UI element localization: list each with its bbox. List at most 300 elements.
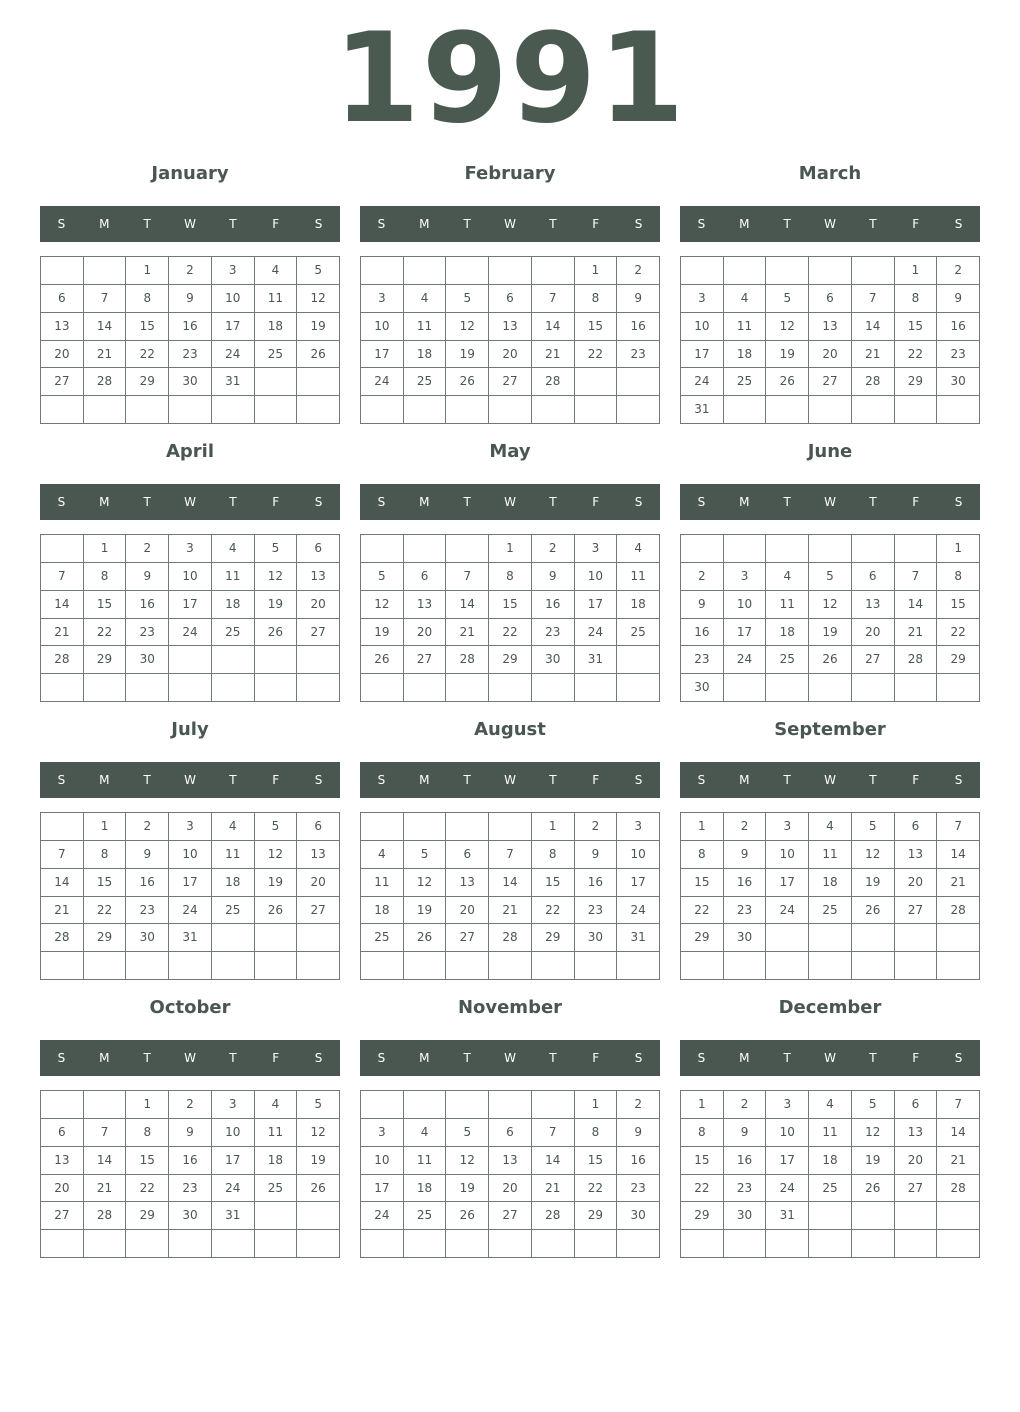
weekday-header bbox=[680, 206, 980, 242]
day-cell: 13 bbox=[809, 313, 852, 341]
day-cell: 20 bbox=[41, 1175, 84, 1203]
weekday-label: T bbox=[143, 495, 151, 509]
day-cell bbox=[724, 396, 767, 424]
day-cell: 16 bbox=[617, 313, 660, 341]
day-cell: 29 bbox=[895, 368, 938, 396]
day-cell: 7 bbox=[852, 285, 895, 313]
weekday-label: T bbox=[549, 1051, 557, 1065]
weekday-label: S bbox=[314, 217, 323, 231]
day-cell: 9 bbox=[126, 841, 169, 869]
day-cell: 30 bbox=[724, 924, 767, 952]
day-cell: 8 bbox=[681, 841, 724, 869]
day-cell: 17 bbox=[766, 869, 809, 897]
day-cell bbox=[895, 952, 938, 980]
day-cell: 28 bbox=[852, 368, 895, 396]
day-cell bbox=[446, 1230, 489, 1258]
weekday-label: M bbox=[99, 217, 110, 231]
day-cell: 21 bbox=[532, 1175, 575, 1203]
day-cell: 9 bbox=[169, 285, 212, 313]
day-cell: 30 bbox=[126, 924, 169, 952]
day-cell: 20 bbox=[852, 619, 895, 647]
day-cell bbox=[297, 396, 340, 424]
day-cell: 26 bbox=[255, 897, 298, 925]
day-cell: 11 bbox=[617, 563, 660, 591]
day-cell: 12 bbox=[809, 591, 852, 619]
day-cell: 11 bbox=[404, 1147, 447, 1175]
weekday-label: S bbox=[697, 217, 706, 231]
day-cell bbox=[895, 396, 938, 424]
day-cell bbox=[297, 674, 340, 702]
day-cell: 15 bbox=[84, 869, 127, 897]
day-cell bbox=[126, 674, 169, 702]
day-cell: 24 bbox=[766, 1175, 809, 1203]
day-cell: 29 bbox=[575, 1202, 618, 1230]
day-grid bbox=[680, 534, 980, 702]
day-cell: 11 bbox=[809, 1119, 852, 1147]
day-cell: 24 bbox=[617, 897, 660, 925]
weekday-label: S bbox=[314, 1051, 323, 1065]
day-cell bbox=[84, 674, 127, 702]
day-cell: 28 bbox=[489, 924, 532, 952]
day-cell: 16 bbox=[532, 591, 575, 619]
month-title: November bbox=[457, 997, 563, 1018]
day-cell: 2 bbox=[575, 813, 618, 841]
day-cell: 7 bbox=[84, 285, 127, 313]
day-cell: 13 bbox=[489, 313, 532, 341]
day-cell bbox=[169, 396, 212, 424]
day-cell: 19 bbox=[446, 1175, 489, 1203]
day-cell: 6 bbox=[809, 285, 852, 313]
day-cell bbox=[404, 1230, 447, 1258]
day-cell: 4 bbox=[361, 841, 404, 869]
day-cell: 16 bbox=[617, 1147, 660, 1175]
day-cell: 31 bbox=[766, 1202, 809, 1230]
weekday-label: F bbox=[912, 773, 920, 787]
day-cell: 23 bbox=[169, 341, 212, 369]
day-grid bbox=[360, 256, 660, 424]
day-cell: 28 bbox=[532, 1202, 575, 1230]
day-cell: 18 bbox=[212, 591, 255, 619]
day-cell bbox=[724, 952, 767, 980]
day-cell bbox=[41, 1230, 84, 1258]
day-cell: 22 bbox=[575, 1175, 618, 1203]
weekday-label: W bbox=[824, 217, 836, 231]
day-cell: 10 bbox=[724, 591, 767, 619]
day-cell bbox=[255, 1230, 298, 1258]
day-cell bbox=[126, 952, 169, 980]
weekday-header bbox=[360, 762, 660, 798]
day-cell bbox=[404, 813, 447, 841]
day-cell bbox=[852, 1230, 895, 1258]
day-cell bbox=[937, 674, 980, 702]
day-cell: 17 bbox=[766, 1147, 809, 1175]
day-cell: 1 bbox=[126, 1091, 169, 1119]
day-cell: 13 bbox=[404, 591, 447, 619]
day-cell bbox=[212, 396, 255, 424]
day-cell: 22 bbox=[489, 619, 532, 647]
day-cell: 1 bbox=[84, 535, 127, 563]
weekday-label: F bbox=[912, 217, 920, 231]
day-cell: 30 bbox=[617, 1202, 660, 1230]
day-grid bbox=[360, 812, 660, 980]
day-cell: 14 bbox=[489, 869, 532, 897]
day-cell: 28 bbox=[937, 897, 980, 925]
day-cell: 19 bbox=[852, 869, 895, 897]
day-cell: 11 bbox=[766, 591, 809, 619]
day-cell: 15 bbox=[937, 591, 980, 619]
weekday-header bbox=[680, 484, 980, 520]
day-grid bbox=[360, 534, 660, 702]
day-cell: 18 bbox=[404, 1175, 447, 1203]
day-cell: 7 bbox=[532, 1119, 575, 1147]
day-cell: 16 bbox=[169, 313, 212, 341]
day-cell: 18 bbox=[404, 341, 447, 369]
day-cell bbox=[532, 952, 575, 980]
day-cell: 1 bbox=[681, 813, 724, 841]
weekday-header bbox=[40, 484, 340, 520]
day-cell: 21 bbox=[41, 619, 84, 647]
weekday-label: T bbox=[229, 217, 237, 231]
day-cell bbox=[489, 1230, 532, 1258]
day-cell bbox=[766, 674, 809, 702]
day-cell: 11 bbox=[255, 285, 298, 313]
day-cell: 18 bbox=[212, 869, 255, 897]
day-cell: 5 bbox=[809, 563, 852, 591]
day-cell: 17 bbox=[169, 591, 212, 619]
day-cell: 29 bbox=[681, 924, 724, 952]
day-cell: 13 bbox=[895, 841, 938, 869]
day-cell: 13 bbox=[446, 869, 489, 897]
day-cell: 17 bbox=[617, 869, 660, 897]
day-cell: 26 bbox=[446, 1202, 489, 1230]
day-cell: 14 bbox=[446, 591, 489, 619]
day-cell bbox=[809, 257, 852, 285]
day-cell: 4 bbox=[212, 813, 255, 841]
day-cell: 24 bbox=[361, 368, 404, 396]
day-cell: 24 bbox=[724, 646, 767, 674]
day-cell: 19 bbox=[766, 341, 809, 369]
day-cell: 25 bbox=[255, 1175, 298, 1203]
day-cell: 26 bbox=[852, 1175, 895, 1203]
day-cell bbox=[41, 396, 84, 424]
day-cell bbox=[361, 813, 404, 841]
day-cell: 28 bbox=[446, 646, 489, 674]
day-cell bbox=[41, 674, 84, 702]
day-cell: 9 bbox=[617, 285, 660, 313]
day-cell: 10 bbox=[361, 313, 404, 341]
day-cell: 28 bbox=[895, 646, 938, 674]
day-cell: 13 bbox=[41, 1147, 84, 1175]
day-cell: 23 bbox=[937, 341, 980, 369]
day-cell: 16 bbox=[126, 869, 169, 897]
weekday-label: W bbox=[824, 1051, 836, 1065]
weekday-label: S bbox=[954, 217, 963, 231]
day-cell: 18 bbox=[361, 897, 404, 925]
day-cell: 10 bbox=[617, 841, 660, 869]
day-cell bbox=[212, 952, 255, 980]
day-cell: 5 bbox=[297, 1091, 340, 1119]
day-cell: 8 bbox=[84, 563, 127, 591]
day-cell: 14 bbox=[84, 1147, 127, 1175]
day-cell bbox=[575, 1230, 618, 1258]
day-cell: 2 bbox=[681, 563, 724, 591]
month-title: February bbox=[464, 163, 556, 184]
weekday-label: S bbox=[697, 1051, 706, 1065]
day-cell: 28 bbox=[41, 924, 84, 952]
day-cell: 31 bbox=[212, 1202, 255, 1230]
weekday-label: T bbox=[463, 495, 471, 509]
day-cell: 12 bbox=[766, 313, 809, 341]
weekday-label: T bbox=[143, 773, 151, 787]
day-cell: 31 bbox=[169, 924, 212, 952]
day-cell: 20 bbox=[489, 341, 532, 369]
day-cell bbox=[489, 396, 532, 424]
day-cell bbox=[766, 535, 809, 563]
day-cell: 24 bbox=[681, 368, 724, 396]
day-cell bbox=[617, 396, 660, 424]
weekday-label: S bbox=[634, 773, 643, 787]
day-cell: 21 bbox=[84, 341, 127, 369]
day-cell bbox=[404, 674, 447, 702]
day-cell: 23 bbox=[169, 1175, 212, 1203]
day-cell: 14 bbox=[937, 841, 980, 869]
day-cell: 29 bbox=[126, 368, 169, 396]
day-cell bbox=[255, 674, 298, 702]
weekday-label: T bbox=[143, 1051, 151, 1065]
weekday-label: T bbox=[549, 217, 557, 231]
day-cell: 1 bbox=[575, 257, 618, 285]
weekday-label: F bbox=[912, 495, 920, 509]
weekday-label: W bbox=[504, 1051, 516, 1065]
day-cell: 3 bbox=[169, 535, 212, 563]
day-cell bbox=[169, 646, 212, 674]
weekday-label: T bbox=[463, 217, 471, 231]
day-cell: 16 bbox=[681, 619, 724, 647]
day-cell: 15 bbox=[126, 313, 169, 341]
day-cell bbox=[681, 257, 724, 285]
day-cell: 15 bbox=[681, 869, 724, 897]
day-cell: 22 bbox=[681, 897, 724, 925]
day-grid bbox=[360, 1090, 660, 1258]
day-cell: 3 bbox=[724, 563, 767, 591]
weekday-label: T bbox=[229, 773, 237, 787]
day-cell: 15 bbox=[681, 1147, 724, 1175]
day-cell: 18 bbox=[255, 1147, 298, 1175]
weekday-label: W bbox=[184, 773, 196, 787]
day-cell: 25 bbox=[809, 1175, 852, 1203]
weekday-label: M bbox=[419, 1051, 430, 1065]
day-cell: 20 bbox=[809, 341, 852, 369]
day-cell bbox=[575, 396, 618, 424]
weekday-header bbox=[40, 762, 340, 798]
day-cell: 1 bbox=[126, 257, 169, 285]
day-cell: 22 bbox=[84, 619, 127, 647]
day-cell: 14 bbox=[41, 869, 84, 897]
day-cell bbox=[937, 952, 980, 980]
day-cell: 21 bbox=[532, 341, 575, 369]
day-cell: 10 bbox=[169, 563, 212, 591]
day-cell bbox=[937, 1202, 980, 1230]
day-cell bbox=[852, 1202, 895, 1230]
weekday-label: S bbox=[634, 1051, 643, 1065]
weekday-label: S bbox=[377, 217, 386, 231]
day-grid bbox=[40, 1090, 340, 1258]
weekday-label: W bbox=[184, 495, 196, 509]
day-cell: 12 bbox=[297, 285, 340, 313]
weekday-label: T bbox=[463, 1051, 471, 1065]
day-cell: 25 bbox=[255, 341, 298, 369]
day-cell bbox=[937, 1230, 980, 1258]
day-cell: 2 bbox=[126, 813, 169, 841]
day-cell: 20 bbox=[297, 869, 340, 897]
day-cell: 27 bbox=[404, 646, 447, 674]
day-cell: 12 bbox=[852, 1119, 895, 1147]
day-cell: 18 bbox=[809, 1147, 852, 1175]
day-cell: 16 bbox=[724, 869, 767, 897]
day-cell: 6 bbox=[489, 285, 532, 313]
day-cell bbox=[361, 396, 404, 424]
day-cell: 31 bbox=[617, 924, 660, 952]
month-title: August bbox=[474, 719, 546, 740]
day-cell bbox=[212, 1230, 255, 1258]
day-cell: 3 bbox=[212, 1091, 255, 1119]
weekday-label: M bbox=[99, 1051, 110, 1065]
day-cell: 31 bbox=[681, 396, 724, 424]
weekday-header bbox=[40, 1040, 340, 1076]
day-cell bbox=[255, 646, 298, 674]
weekday-label: T bbox=[549, 773, 557, 787]
day-cell: 7 bbox=[41, 563, 84, 591]
day-cell: 26 bbox=[446, 368, 489, 396]
day-cell: 29 bbox=[126, 1202, 169, 1230]
day-cell: 7 bbox=[937, 1091, 980, 1119]
day-cell: 26 bbox=[297, 1175, 340, 1203]
day-cell: 4 bbox=[766, 563, 809, 591]
day-cell: 22 bbox=[532, 897, 575, 925]
day-cell: 21 bbox=[84, 1175, 127, 1203]
day-cell bbox=[852, 952, 895, 980]
weekday-header bbox=[360, 484, 660, 520]
weekday-label: F bbox=[272, 773, 280, 787]
weekday-label: W bbox=[504, 495, 516, 509]
day-cell: 6 bbox=[489, 1119, 532, 1147]
weekday-label: M bbox=[739, 773, 750, 787]
day-cell: 23 bbox=[617, 1175, 660, 1203]
day-cell bbox=[41, 813, 84, 841]
day-cell: 19 bbox=[255, 869, 298, 897]
day-cell bbox=[446, 1091, 489, 1119]
day-cell bbox=[766, 924, 809, 952]
day-cell: 24 bbox=[575, 619, 618, 647]
day-cell: 27 bbox=[895, 1175, 938, 1203]
day-cell bbox=[255, 924, 298, 952]
day-cell: 22 bbox=[575, 341, 618, 369]
weekday-label: F bbox=[272, 495, 280, 509]
day-cell bbox=[724, 535, 767, 563]
weekday-header bbox=[680, 1040, 980, 1076]
weekday-label: T bbox=[783, 773, 791, 787]
day-cell: 16 bbox=[126, 591, 169, 619]
weekday-label: S bbox=[57, 1051, 66, 1065]
day-cell: 12 bbox=[446, 313, 489, 341]
day-cell: 8 bbox=[126, 1119, 169, 1147]
day-cell bbox=[681, 1230, 724, 1258]
day-cell: 22 bbox=[937, 619, 980, 647]
day-cell: 27 bbox=[489, 368, 532, 396]
weekday-header bbox=[360, 1040, 660, 1076]
day-cell: 14 bbox=[937, 1119, 980, 1147]
day-cell: 17 bbox=[361, 1175, 404, 1203]
day-cell: 27 bbox=[41, 368, 84, 396]
day-cell: 26 bbox=[361, 646, 404, 674]
month-title: July bbox=[171, 719, 209, 740]
weekday-label: T bbox=[869, 773, 877, 787]
weekday-label: S bbox=[634, 495, 643, 509]
day-cell bbox=[489, 257, 532, 285]
day-cell: 29 bbox=[489, 646, 532, 674]
day-cell: 4 bbox=[809, 813, 852, 841]
day-cell: 23 bbox=[126, 619, 169, 647]
day-cell: 29 bbox=[532, 924, 575, 952]
weekday-label: W bbox=[504, 773, 516, 787]
day-cell bbox=[404, 952, 447, 980]
day-cell: 8 bbox=[532, 841, 575, 869]
day-cell: 27 bbox=[852, 646, 895, 674]
day-cell bbox=[895, 1230, 938, 1258]
day-cell bbox=[255, 368, 298, 396]
day-cell: 12 bbox=[361, 591, 404, 619]
day-cell: 3 bbox=[212, 257, 255, 285]
day-cell: 1 bbox=[575, 1091, 618, 1119]
day-cell bbox=[169, 1230, 212, 1258]
day-cell: 10 bbox=[766, 841, 809, 869]
day-cell: 27 bbox=[297, 897, 340, 925]
day-cell bbox=[361, 1230, 404, 1258]
day-cell: 9 bbox=[681, 591, 724, 619]
day-cell: 5 bbox=[852, 1091, 895, 1119]
day-cell: 3 bbox=[169, 813, 212, 841]
day-cell: 11 bbox=[212, 563, 255, 591]
weekday-label: T bbox=[869, 495, 877, 509]
day-cell bbox=[724, 257, 767, 285]
weekday-label: M bbox=[99, 773, 110, 787]
day-cell bbox=[895, 924, 938, 952]
day-cell bbox=[361, 535, 404, 563]
day-cell: 24 bbox=[212, 1175, 255, 1203]
day-cell bbox=[809, 1202, 852, 1230]
day-cell bbox=[84, 952, 127, 980]
weekday-label: W bbox=[184, 217, 196, 231]
day-cell: 8 bbox=[575, 285, 618, 313]
day-cell bbox=[446, 674, 489, 702]
day-cell bbox=[937, 924, 980, 952]
day-cell bbox=[724, 674, 767, 702]
day-cell bbox=[489, 952, 532, 980]
day-cell bbox=[41, 257, 84, 285]
day-cell: 10 bbox=[681, 313, 724, 341]
day-cell bbox=[255, 396, 298, 424]
day-cell bbox=[617, 368, 660, 396]
day-cell: 11 bbox=[809, 841, 852, 869]
day-cell: 14 bbox=[84, 313, 127, 341]
day-grid bbox=[680, 1090, 980, 1258]
weekday-label: F bbox=[592, 217, 600, 231]
day-grid bbox=[680, 812, 980, 980]
day-cell: 29 bbox=[84, 646, 127, 674]
day-cell: 8 bbox=[84, 841, 127, 869]
day-cell: 4 bbox=[404, 285, 447, 313]
day-cell bbox=[532, 1230, 575, 1258]
